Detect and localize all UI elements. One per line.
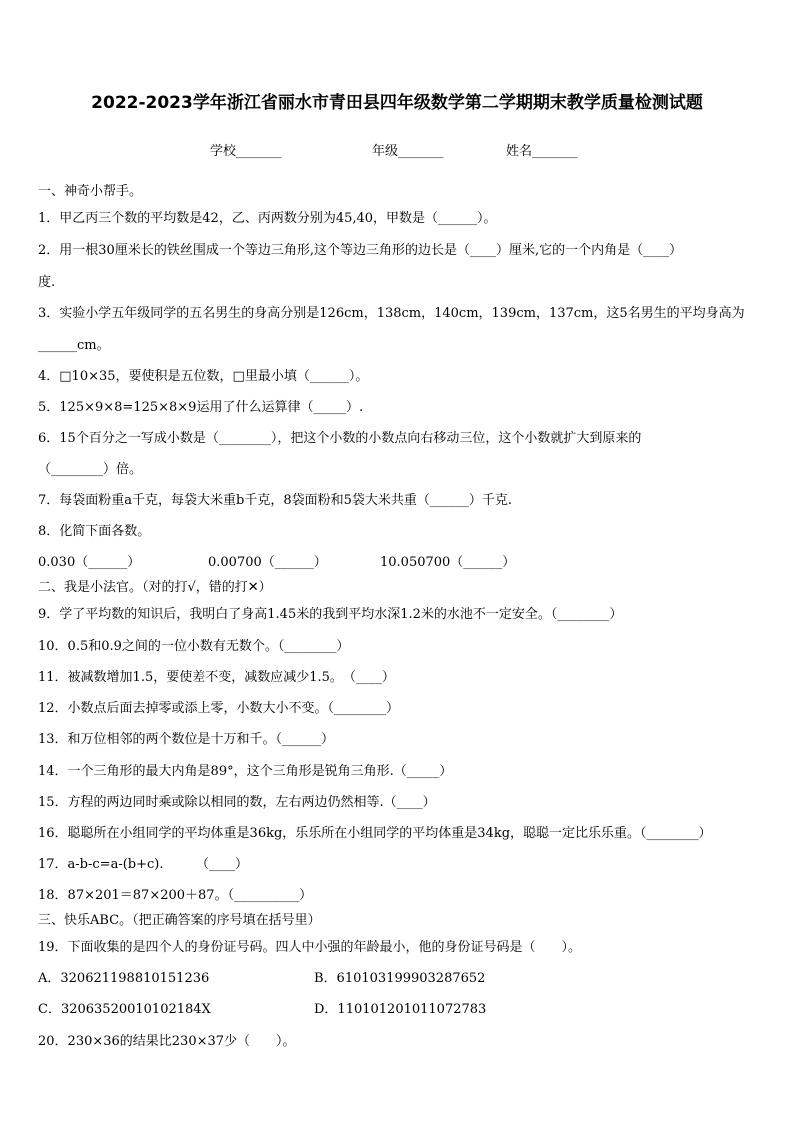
- grade-field: 年级_______: [372, 144, 444, 159]
- section-2-heading: 二、我是小法官。（对的打√，错的打✕）: [38, 580, 272, 595]
- name-field: 姓名_______: [506, 144, 578, 159]
- question-11: 11．被减数增加1.5，要使差不变，减数应减少1.5。 （____）: [38, 670, 395, 685]
- question-19-option-a: A．320621198810151236: [38, 971, 210, 986]
- question-1: 1．甲乙丙三个数的平均数是42，乙、丙两数分别为45,40，甲数是（______）。: [38, 211, 497, 226]
- question-17: 17．a-b-c=a-(b+c). （____）: [38, 857, 248, 872]
- section-1-heading: 一、神奇小帮手。: [38, 184, 143, 199]
- question-14: 14．一个三角形的最大内角是89°，这个三角形是锐角三角形.（_____）: [38, 764, 453, 779]
- question-9: 9．学了平均数的知识后，我明白了身高1.45米的我到平均水深1.2米的水池不一定安全。（________）: [38, 607, 623, 622]
- question-8-item-2: 0.00700（______）: [208, 555, 327, 570]
- question-6-continued: （________）倍。: [38, 462, 143, 477]
- question-2-continued: 度.: [38, 275, 56, 290]
- school-field: 学校_______: [210, 144, 282, 159]
- question-18: 18．87×201＝87×200＋87。（__________）: [38, 888, 313, 903]
- section-3-heading: 三、快乐ABC。（把正确答案的序号填在括号里）: [38, 913, 321, 928]
- question-8: 8．化简下面各数。: [38, 524, 151, 539]
- question-7: 7．每袋面粉重a千克，每袋大米重b千克，8袋面粉和5袋大米共重（______）千克.: [38, 493, 513, 508]
- question-4: 4．□10×35，要使积是五位数，□里最小填（______）。: [38, 369, 369, 384]
- question-19-option-d: D．110101201011072783: [314, 1002, 487, 1017]
- question-12: 12．小数点后面去掉零或添上零，小数大小不变。（________）: [38, 701, 400, 716]
- question-2: 2．用一根30厘米长的铁丝围成一个等边三角形,这个等边三角形的边长是（____）厘米,它的一个内角是（____）: [38, 243, 683, 258]
- question-5: 5．125×9×8=125×8×9运用了什么运算律（_____）.: [38, 400, 364, 415]
- question-3-continued: ______cm。: [38, 338, 110, 353]
- question-8-item-3: 10.050700（______）: [380, 555, 516, 570]
- question-6: 6．15个百分之一写成小数是（________），把这个小数的小数点向右移动三位，这个小数就扩大到原来的: [38, 431, 642, 446]
- question-8-item-1: 0.030（______）: [38, 555, 141, 570]
- question-10: 10．0.5和0.9之间的一位小数有无数个。（________）: [38, 639, 350, 654]
- question-15: 15．方程的两边同时乘或除以相同的数，左右两边仍然相等.（____）: [38, 795, 436, 810]
- question-3: 3．实验小学五年级同学的五名男生的身高分别是126cm，138cm，140cm，139cm，137cm，这5名男生的平均身高为: [38, 306, 745, 321]
- question-19-option-b: B．610103199903287652: [314, 971, 486, 986]
- page-title: 2022-2023学年浙江省丽水市青田县四年级数学第二学期期末教学质量检测试题: [91, 93, 703, 113]
- question-16: 16．聪聪所在小组同学的平均体重是36kg，乐乐所在小组同学的平均体重是34kg，聪聪一定比乐乐重。（________）: [38, 826, 712, 841]
- question-13: 13．和万位相邻的两个数位是十万和千。（______）: [38, 732, 335, 747]
- question-19-option-c: C．32063520010102184X: [38, 1002, 211, 1017]
- question-20: 20．230×36的结果比230×37少（ ）。: [38, 1034, 296, 1049]
- question-19: 19．下面收集的是四个人的身份证号码。四人中小强的年龄最小，他的身份证号码是（ ）。: [38, 940, 582, 955]
